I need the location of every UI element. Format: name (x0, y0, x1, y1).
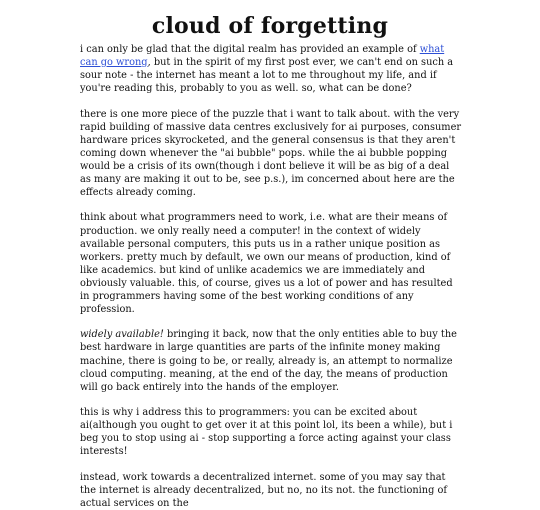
paragraph-4-emphasis: widely available! (80, 329, 164, 341)
page (0, 13, 540, 509)
paragraph-2: there is one more piece of the puzzle that i want to talk about. with the very rapid building of massive data centres exclusively for ai purposes, consumer hardware prices skyrocketed, and the general consensus is that they aren't coming down whenever the "ai bubble" pops. while the ai bubble popping would be a crisis of its own(though i dont believe it will be as big of a deal as many are making it out to be, see p.s.), im concerned about here are the effects already coming. (80, 108, 462, 199)
paragraph-6: instead, work towards a decentralized internet. some of you may say that the internet is already decentralized, but no, no its not. the functioning of actual services on the (80, 471, 448, 509)
paragraph-1-text-end: , but in the spirit of my first post ever, we can't end on such a sour note - the internet has meant a lot to me throughout my life, and if you're reading this, probably to you as well. so, what can be done? (80, 57, 454, 95)
article-body (80, 43, 462, 510)
page-title: cloud of forgetting (151, 13, 389, 39)
paragraph-1 (80, 43, 462, 95)
paragraph-4-text: bringing it back, now that the only entities able to buy the best hardware in large quantities are parts of the infinite money making machine, there is going to be, or really, already is, an attempt to normalize cloud computing. meaning, at the end of the day, the means of production will go back entirely into the hands of the employer. (80, 329, 457, 393)
what-can-go-wrong-link[interactable]: what can go wrong (80, 44, 445, 69)
paragraph-4 (80, 328, 462, 393)
paragraph-5: this is why i address this to programmers: you can be excited about ai(although you ought to get over it at this point lol, its been a while), but i beg you to stop using ai - stop supporting a force acting against your class interests! (80, 407, 453, 458)
paragraph-3: think about what programmers need to work, i.e. what are their means of production. we only really need a computer! in the context of widely available personal computers, this puts us in a rather unique position as workers. pretty much by default, we own our means of production, kind of like academics. but kind of unlike academics we are immediately and obviously valuable. this, of course, gives us a lot of power and has resulted in programmers having some of the best working conditions of any profession. (80, 212, 453, 316)
paragraph-1-text-start: i can only be glad that the digital realm has provided an example of (80, 44, 420, 55)
